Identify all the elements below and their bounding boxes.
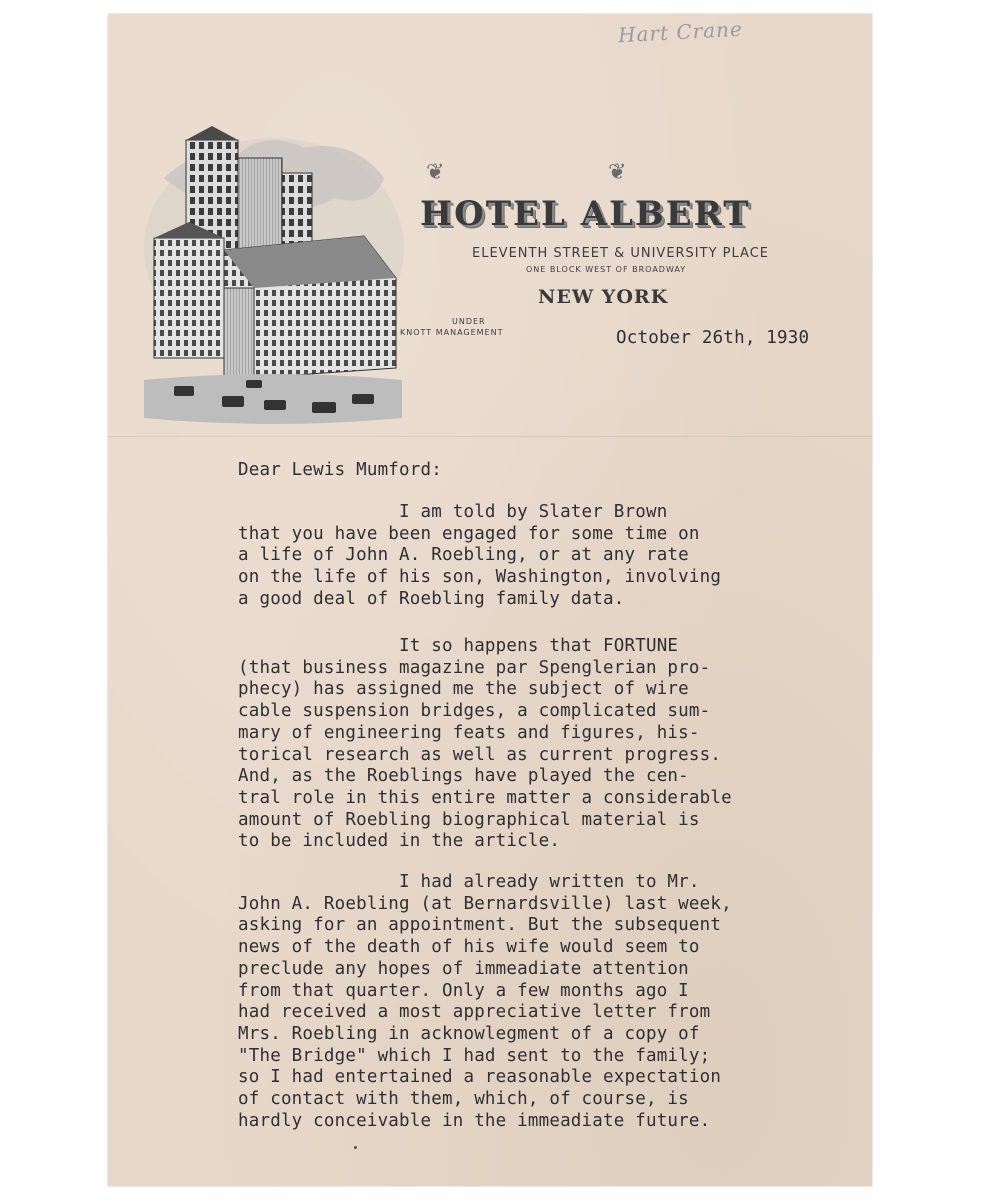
letter-date: October 26th, 1930 [616, 328, 810, 348]
flourish-right-icon: ❦ [608, 160, 627, 185]
paper-mark [354, 1146, 357, 1149]
letter-page [108, 14, 872, 1186]
salutation: Dear Lewis Mumford: [238, 460, 442, 480]
hotel-engraving-image [134, 118, 404, 428]
flourish-left-icon: ❦ [426, 160, 445, 185]
management-line-1: UNDER [452, 317, 486, 326]
fold-line [108, 436, 872, 437]
management-line-2: KNOTT MANAGEMENT [400, 328, 504, 337]
paragraph-1: I am told by Slater Brown that you have been engaged for some time on a life of John A. Roebling, or at any rate on the life of his son, Washington, involving a good deal of Roebling family data. [238, 502, 722, 609]
paragraph-2: It so happens that FORTUNE (that business magazine par Spenglerian pro- phecy) has assigned me the subject of wire cable suspension bridges, a complicated sum- mary of engineering feats and figures, his- torical research as well as current progress. And, as the Roeblings have played the cen- tral role in this entire matter a considerable amount of Roebling biographical material is to be included in the article. [238, 636, 732, 852]
city: NEW YORK [538, 286, 669, 308]
address-line-1: ELEVENTH STREET & UNIVERSITY PLACE [472, 246, 769, 261]
paragraph-3: I had already written to Mr. John A. Roebling (at Bernardsville) last week, asking for an appointment. But the subsequent news of the death of his wife would seem to preclude any hopes of immeadiate attention from that quarter. Only a few months ago I had received a most appreciative letter from Mrs. Roebling in acknowlegment of a copy of "The Bridge" which I had sent to the family; so I had entertained a reasonable expectation of contact with them, which, of course, is hardly conceivable in the immeadiate future. [238, 872, 732, 1131]
pencil-annotation: Hart Crane [617, 16, 744, 48]
address-line-2: ONE BLOCK WEST OF BROADWAY [526, 265, 687, 274]
hotel-name: HOTEL ALBERT [420, 194, 751, 234]
